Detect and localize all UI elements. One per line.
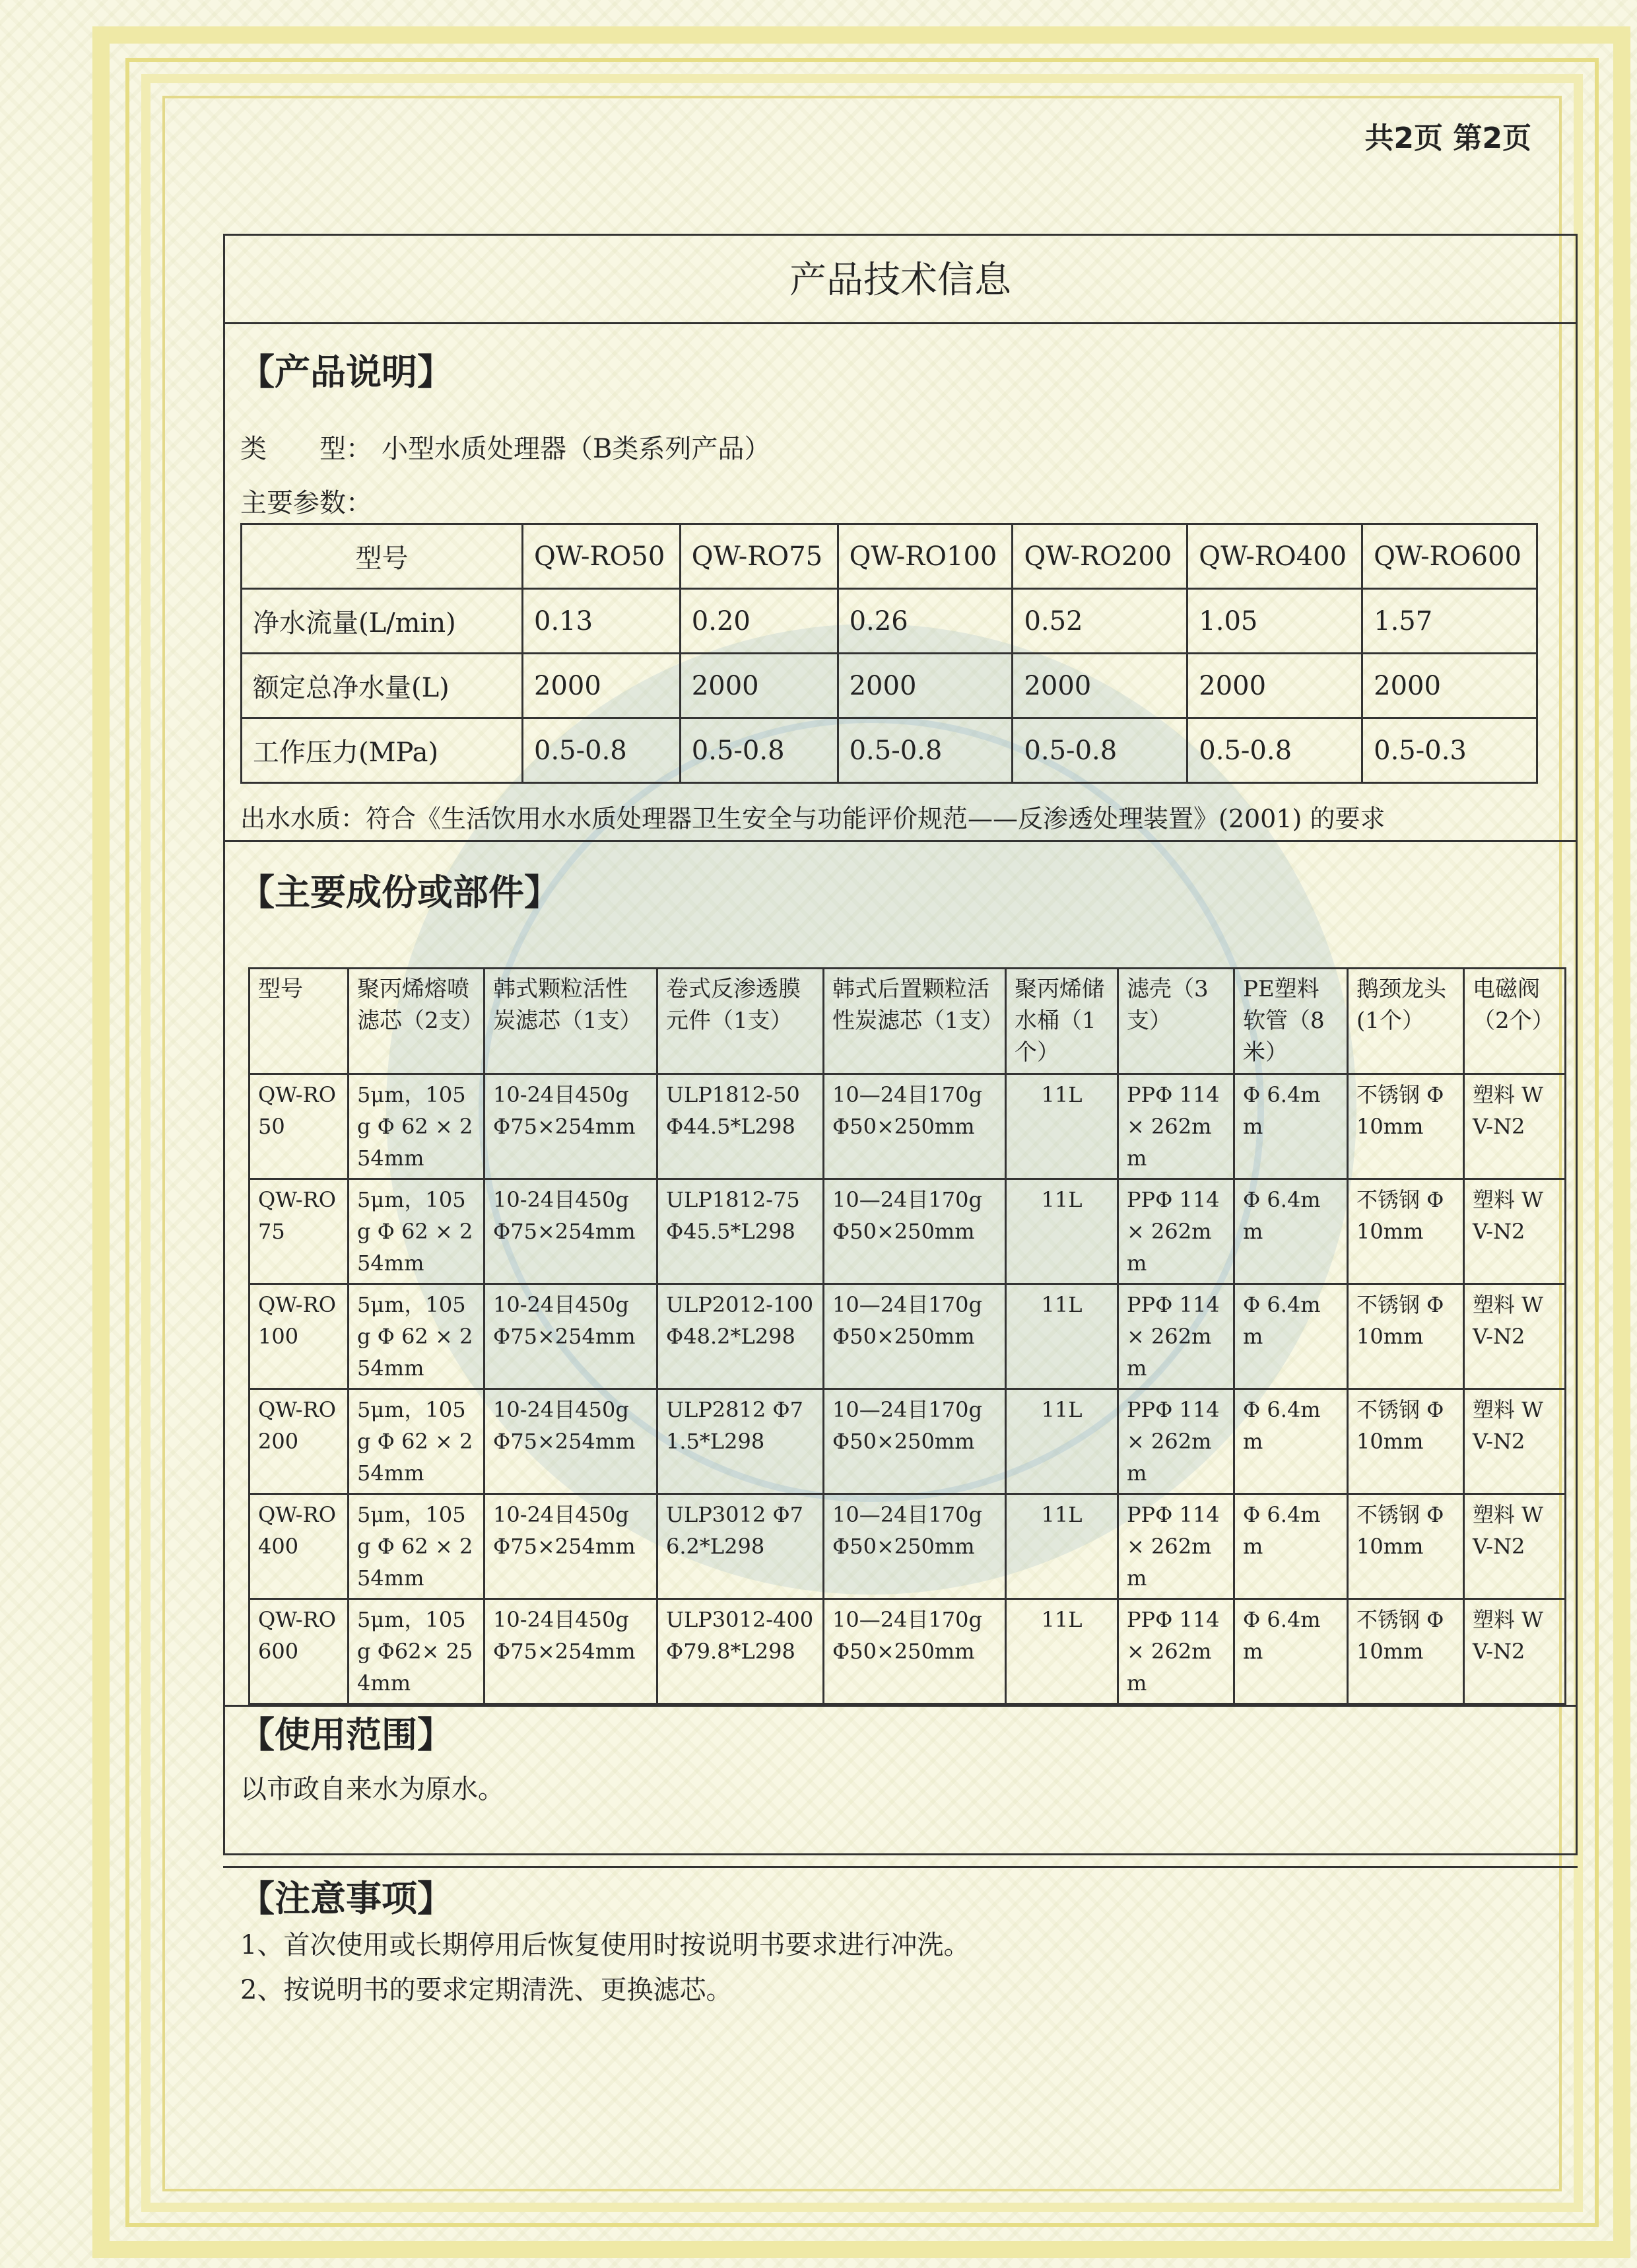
table-cell: PPΦ 114 × 262mm (1118, 1074, 1234, 1179)
table-cell: ULP3012-400 Φ79.8*L298 (657, 1599, 824, 1704)
table-cell: 11L (1006, 1389, 1118, 1494)
table-cell: 5μm，105g Φ 62 × 254mm (349, 1284, 484, 1389)
table-cell: 2000 (1013, 654, 1187, 718)
table-header-cell: QW-RO75 (680, 524, 838, 589)
table-cell: 2000 (1362, 654, 1537, 718)
section-heading-description: 【产品说明】 (239, 351, 453, 393)
table-cell: 2000 (1187, 654, 1362, 718)
table-cell: Φ 6.4mm (1234, 1599, 1348, 1704)
table-row (250, 1599, 1566, 1704)
table-cell: 5μm，105g Φ 62 × 254mm (349, 1494, 484, 1599)
table-row (242, 718, 1537, 783)
table-cell: 11L (1006, 1179, 1118, 1284)
table-cell: PPΦ 114 × 262mm (1118, 1494, 1234, 1599)
table-cell: 0.5-0.8 (680, 718, 838, 783)
table-cell: 不锈钢 Φ10mm (1348, 1494, 1464, 1599)
table-cell: PPΦ 114 × 262mm (1118, 1179, 1234, 1284)
table-header-cell: 滤壳（3支） (1118, 969, 1234, 1074)
table-cell: 10—24目170g Φ50×250mm (824, 1074, 1006, 1179)
table-row (242, 524, 1537, 589)
table-cell: 塑料 WV-N2 (1464, 1599, 1566, 1704)
table-cell: Φ 6.4mm (1234, 1284, 1348, 1389)
section-heading-scope: 【使用范围】 (239, 1713, 453, 1756)
table-cell: 10-24目450g Φ75×254mm (484, 1599, 657, 1704)
section-heading-notes: 【注意事项】 (239, 1877, 453, 1919)
table-cell: 0.5-0.8 (1013, 718, 1187, 783)
scope-text: 以市政自来水为原水。 (240, 1774, 504, 1804)
table-cell: 1.57 (1362, 589, 1537, 654)
table-cell: Φ 6.4mm (1234, 1074, 1348, 1179)
table-cell: 净水流量(L/min) (242, 589, 523, 654)
table-header-cell: 聚丙烯储水桶（1个） (1006, 969, 1118, 1074)
table-header-cell: QW-RO50 (523, 524, 681, 589)
table-row (242, 589, 1537, 654)
table-cell: 不锈钢 Φ10mm (1348, 1599, 1464, 1704)
table-header-cell: 韩式颗粒活性炭滤芯（1支） (484, 969, 657, 1074)
title-divider (223, 322, 1578, 324)
table-header-cell: QW-RO400 (1187, 524, 1362, 589)
table-cell: 10—24目170g Φ50×250mm (824, 1179, 1006, 1284)
table-cell: 10—24目170g Φ50×250mm (824, 1389, 1006, 1494)
table-cell: 11L (1006, 1284, 1118, 1389)
table-header-cell: 韩式后置颗粒活性炭滤芯（1支） (824, 969, 1006, 1074)
note-item: 1、首次使用或长期停用后恢复使用时按说明书要求进行冲洗。 (240, 1930, 970, 1960)
table-cell: 1.05 (1187, 589, 1362, 654)
table-cell: 0.13 (523, 589, 681, 654)
table-cell: 0.52 (1013, 589, 1187, 654)
table-cell: 额定总净水量(L) (242, 654, 523, 718)
params-label: 主要参数： (240, 488, 372, 518)
table-header-cell: QW-RO100 (838, 524, 1013, 589)
table-row (242, 654, 1537, 718)
note-item: 2、按说明书的要求定期清洗、更换滤芯。 (240, 1975, 733, 2005)
table-cell: 0.5-0.3 (1362, 718, 1537, 783)
table-row (250, 1494, 1566, 1599)
table-cell: PPΦ 114 × 262mm (1118, 1599, 1234, 1704)
table-row (250, 1179, 1566, 1284)
table-cell: 5μm，105g Φ62× 254mm (349, 1599, 484, 1704)
table-cell: QW-RO100 (250, 1284, 349, 1389)
table-header-cell: 卷式反渗透膜元件（1支） (657, 969, 824, 1074)
table-cell: 不锈钢 Φ10mm (1348, 1074, 1464, 1179)
main-parameters-table (240, 523, 1538, 784)
table-header-cell: 鹅颈龙头(1个） (1348, 969, 1464, 1074)
table-header-cell: 型号 (250, 969, 349, 1074)
table-cell: 10-24目450g Φ75×254mm (484, 1074, 657, 1179)
table-cell: 塑料 WV-N2 (1464, 1179, 1566, 1284)
table-row (250, 1074, 1566, 1179)
table-header-cell: QW-RO200 (1013, 524, 1187, 589)
table-cell: 工作压力(MPa) (242, 718, 523, 783)
section-divider-scope (223, 1705, 1578, 1707)
type-value: 小型水质处理器（B类系列产品） (382, 434, 771, 464)
table-cell: 10-24目450g Φ75×254mm (484, 1284, 657, 1389)
table-cell: QW-RO75 (250, 1179, 349, 1284)
table-row (250, 1284, 1566, 1389)
section-divider-components (223, 840, 1578, 842)
table-cell: 11L (1006, 1494, 1118, 1599)
table-cell: Φ 6.4mm (1234, 1389, 1348, 1494)
table-cell: 0.5-0.8 (523, 718, 681, 783)
table-cell: QW-RO200 (250, 1389, 349, 1494)
page-number: 共2页 第2页 (1364, 121, 1531, 155)
table-cell: 10—24目170g Φ50×250mm (824, 1599, 1006, 1704)
components-table (248, 967, 1566, 1705)
table-cell: 5μm，105g Φ 62 × 254mm (349, 1074, 484, 1179)
table-cell: 10-24目450g Φ75×254mm (484, 1389, 657, 1494)
table-cell: 2000 (838, 654, 1013, 718)
table-cell: QW-RO400 (250, 1494, 349, 1599)
table-cell: 2000 (523, 654, 681, 718)
table-cell: ULP1812-75 Φ45.5*L298 (657, 1179, 824, 1284)
table-row (250, 1389, 1566, 1494)
table-cell: ULP2012-100 Φ48.2*L298 (657, 1284, 824, 1389)
table-cell: 2000 (680, 654, 838, 718)
table-cell: 不锈钢 Φ10mm (1348, 1179, 1464, 1284)
table-cell: 0.5-0.8 (1187, 718, 1362, 783)
table-cell: 10-24目450g Φ75×254mm (484, 1179, 657, 1284)
page-title: 产品技术信息 (789, 259, 1011, 302)
table-cell: ULP1812-50 Φ44.5*L298 (657, 1074, 824, 1179)
table-header-cell: 型号 (242, 524, 523, 589)
type-label: 类 型： (240, 434, 372, 464)
table-cell: 不锈钢 Φ10mm (1348, 1389, 1464, 1494)
table-cell: 塑料 WV-N2 (1464, 1074, 1566, 1179)
table-cell: 塑料 WV-N2 (1464, 1389, 1566, 1494)
table-cell: QW-RO600 (250, 1599, 349, 1704)
table-cell: 0.5-0.8 (838, 718, 1013, 783)
table-cell: Φ 6.4mm (1234, 1179, 1348, 1284)
table-header-cell: PE塑料软管（8米） (1234, 969, 1348, 1074)
table-header-cell: QW-RO600 (1362, 524, 1537, 589)
water-quality-statement: 出水水质：符合《生活饮用水水质处理器卫生安全与功能评价规范——反渗透处理装置》(2001) 的要求 (240, 804, 1386, 833)
table-cell: 5μm，105g Φ 62 × 254mm (349, 1179, 484, 1284)
table-cell: 10-24目450g Φ75×254mm (484, 1494, 657, 1599)
table-cell: ULP3012 Φ76.2*L298 (657, 1494, 824, 1599)
table-cell: 5μm，105g Φ 62 × 254mm (349, 1389, 484, 1494)
table-cell: PPΦ 114 × 262mm (1118, 1389, 1234, 1494)
table-cell: 0.20 (680, 589, 838, 654)
table-cell: 塑料 WV-N2 (1464, 1284, 1566, 1389)
table-cell: 0.26 (838, 589, 1013, 654)
table-cell: QW-RO50 (250, 1074, 349, 1179)
table-cell: 11L (1006, 1599, 1118, 1704)
table-cell: Φ 6.4mm (1234, 1494, 1348, 1599)
table-cell: 11L (1006, 1074, 1118, 1179)
table-header-cell: 电磁阀（2个） (1464, 969, 1566, 1074)
table-cell: 10—24目170g Φ50×250mm (824, 1284, 1006, 1389)
table-header-cell: 聚丙烯熔喷滤芯（2支） (349, 969, 484, 1074)
table-cell: 不锈钢 Φ10mm (1348, 1284, 1464, 1389)
table-cell: 塑料 WV-N2 (1464, 1494, 1566, 1599)
table-cell: 10—24目170g Φ50×250mm (824, 1494, 1006, 1599)
table-cell: ULP2812 Φ71.5*L298 (657, 1389, 824, 1494)
table-row (250, 969, 1566, 1074)
table-cell: PPΦ 114 × 262mm (1118, 1284, 1234, 1389)
section-divider-notes (223, 1866, 1578, 1868)
section-heading-components: 【主要成份或部件】 (239, 871, 560, 913)
